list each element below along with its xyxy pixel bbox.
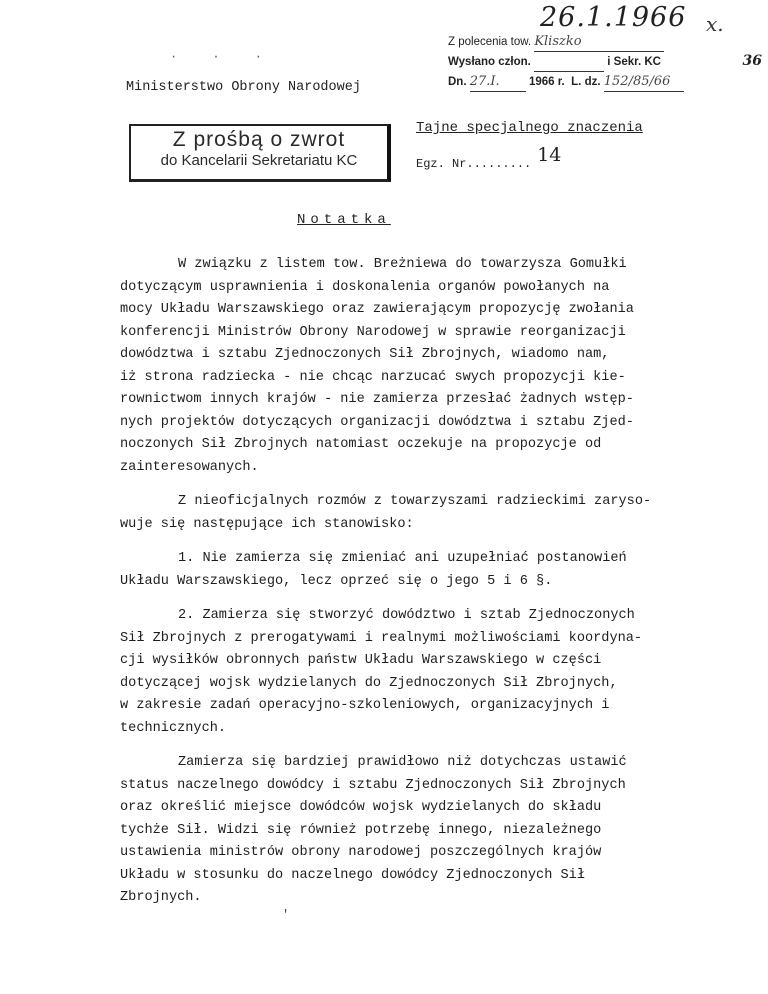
scan-dots: · · ·: [170, 50, 277, 64]
stamp-line-2: do Kancelarii Sekretariatu KC: [160, 152, 358, 169]
routing-line-1: Z polecenia tow. Kliszko: [448, 32, 748, 52]
stamp-line-1: Z prośbą o zwrot: [172, 128, 346, 151]
handwritten-mark: x.: [706, 12, 724, 36]
classification-label: Tajne specjalnego znaczenia: [416, 120, 643, 136]
paragraph-2: Z nieoficjalnych rozmów z towarzyszami radzieckimi zaryso- wuje się następujące ich stanowisko:: [120, 494, 652, 532]
ministry-header: Ministerstwo Obrony Narodowej: [126, 80, 361, 95]
paragraph-4: 2. Zamierza się stworzyć dowództwo i sztab Zjednoczonych Sił Zbrojnych z prerogatywami i realnymi możliwościami koordyna- cji wysiłków obronnych państw Układu Warszawskiego w części dotyczącej wojsk wydzielanych do Zjednoczonych Sił Zbrojnych, w zakresie zadań operacyjno-szkoleniowych, organizacyjnych i technicznych.: [120, 608, 643, 736]
paragraph-3: 1. Nie zamierza się zmieniać ani uzupełniać postanowień Układu Warszawskiego, lecz oprzeć się o jego 5 i 6 §.: [120, 551, 627, 589]
routing-line-2: Wysłano człon. i Sekr. KC 36: [448, 52, 748, 72]
copy-number-value: 14: [537, 144, 562, 166]
copy-number: Egz. Nr......... 14: [416, 144, 562, 171]
routing-stamp: [448, 32, 762, 92]
handwritten-name: Kliszko: [534, 32, 664, 52]
paragraph-5: Zamierza się bardziej prawidłowo niż dotychczas ustawić status naczelnego dowódcy i sztabu Zjednoczonych Sił Zbrojnych oraz określić miejsce dowódców wojsk wydzielanych do składu tychże Sił. Widzi się również potrzebę innego, niezależnego ustawienia ministrów obrony narodowej poszczególnych krajów Układu w stosunku do naczelnego dowódcy Zjednoczonych Sił Zbrojnych.: [120, 755, 627, 905]
document-body: [120, 254, 710, 910]
return-request-stamp: [129, 124, 391, 182]
handwritten-date: 26.1.1966: [540, 2, 687, 33]
routing-line-3: Dn. 27.I. 1966 r. L. dz. 152/85/66: [448, 72, 748, 92]
paragraph-1: W związku z listem tow. Breżniewa do towarzysza Gomułki dotyczącym usprawnienia i doskonalenia organów powołanych na mocy Układu Warszawskiego oraz zawierającym propozycję zwołania konferencji Ministrów Obrony Narodowej w sprawie reorganizacji dowództwa i sztabu Zjednoczonych Sił Zbrojnych, wiadomo nam, iż strona radziecka - nie chcąc narzucać swych propozycji kie- rownictwom innych krajów - nie zamierza przesłać żadnych wstęp- nych projektów dotyczących organizacji dowództwa i sztabu Zjed- noczonych Sił Zbrojnych natomiast oczekuje na propozycje od zainteresowanych.: [120, 257, 634, 475]
document-title: Notatka: [297, 212, 391, 228]
stray-mark: ': [282, 908, 290, 922]
handwritten-number: 36: [742, 53, 762, 69]
